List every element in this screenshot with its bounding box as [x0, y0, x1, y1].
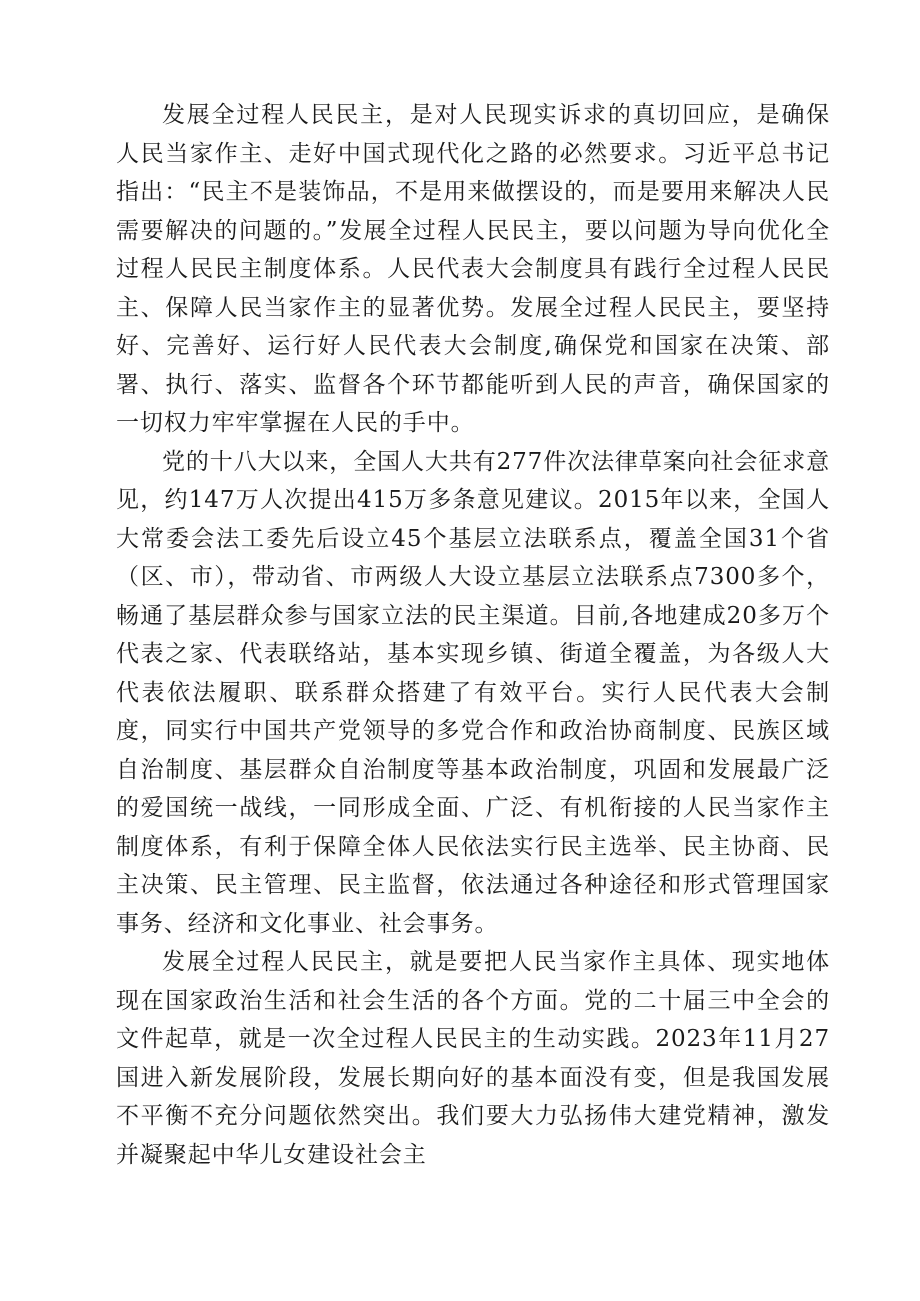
document-body [116, 96, 830, 1174]
paragraph-3: 发展全过程人民民主，就是要把人民当家作主具体、现实地体现在国家政治生活和社会生活的各个方面。党的二十届三中全会的文件起草，就是一次全过程人民民主的生动实践。2023年11月27国进入新发展阶段，发展长期向好的基本面没有变，但是我国发展不平衡不充分问题依然突出。我们要大力弘扬伟大建党精神，激发并凝聚起中华儿女建设社会主 [116, 949, 830, 1168]
paragraph-2: 党的十八大以来，全国人大共有277件次法律草案向社会征求意见，约147万人次提出415万多条意见建议。2015年以来，全国人大常委会法工委先后设立45个基层立法联系点，覆盖全国31个省（区、市），带动省、市两级人大设立基层立法联系点7300多个，畅通了基层群众参与国家立法的民主渠道。目前,各地建成20多万个代表之家、代表联络站，基本实现乡镇、街道全覆盖，为各级人大代表依法履职、联系群众搭建了有效平台。实行人民代表大会制度，同实行中国共产党领导的多党合作和政治协商制度、民族区域自治制度、基层群众自治制度等基本政治制度，巩固和发展最广泛的爱国统一战线，一同形成全面、广泛、有机衔接的人民当家作主制度体系，有利于保障全体人民依法实行民主选举、民主协商、民主决策、民主管理、民主监督，依法通过各种途径和形式管理国家事务、经济和文化事业、社会事务。 [116, 448, 830, 937]
paragraph-1: 发展全过程人民民主，是对人民现实诉求的真切回应，是确保人民当家作主、走好中国式现代化之路的必然要求。习近平总书记指出：“民主不是装饰品，不是用来做摆设的，而是要用来解决人民需要解决的问题的。”发展全过程人民民主，要以问题为导向优化全过程人民民主制度体系。人民代表大会制度具有践行全过程人民民主、保障人民当家作主的显著优势。发展全过程人民民主，要坚持好、完善好、运行好人民代表大会制度,确保党和国家在决策、部署、执行、落实、监督各个环节都能听到人民的声音，确保国家的一切权力牢牢掌握在人民的手中。 [116, 102, 830, 436]
